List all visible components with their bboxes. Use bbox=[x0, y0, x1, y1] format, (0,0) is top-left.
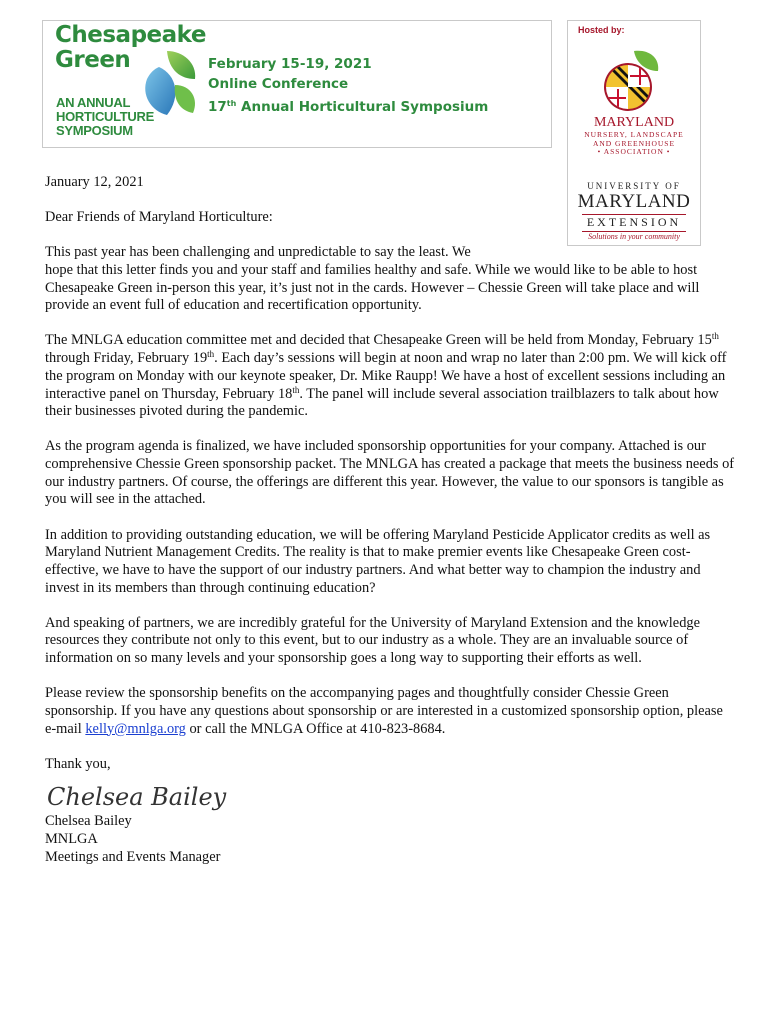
logo-sub-line: AN ANNUAL bbox=[56, 95, 131, 110]
letter-date: January 12, 2021 bbox=[45, 174, 144, 190]
event-ordinal-number: 17 bbox=[208, 99, 227, 115]
paragraph-2-text: . The panel will include several association trailblazers to talk about how their businesses pivoted during the pandemic. bbox=[45, 385, 719, 420]
paragraph-2-text: through Friday, February 19 bbox=[45, 350, 208, 367]
logo-line2: Green bbox=[55, 47, 131, 73]
paragraph-1 bbox=[45, 244, 735, 315]
umd-university-of: UNIVERSITY OF bbox=[587, 181, 681, 191]
logo-sub-line: HORTICULTURE bbox=[56, 109, 154, 124]
event-name: Annual Horticultural Symposium bbox=[241, 99, 489, 115]
conference-header bbox=[42, 20, 552, 148]
paragraph-6-text: Please review the sponsorship benefits on the accompanying pages and thoughtfully consider Chessie Green sponsorship. If you have any questions about sponsorship or are interested in a customized sponsorship option, please e-mail bbox=[45, 685, 723, 737]
handwritten-signature bbox=[45, 773, 227, 817]
signer-organization: MNLGA bbox=[45, 831, 98, 848]
event-format: Online Conference bbox=[208, 76, 349, 92]
ordinal-suffix: th bbox=[207, 349, 215, 360]
event-dates: February 15-19, 2021 bbox=[208, 56, 372, 72]
mnlga-line: AND GREENHOUSE bbox=[592, 138, 676, 148]
maryland-flag-leaf-emblem-icon bbox=[600, 49, 662, 115]
ordinal-suffix: th bbox=[711, 331, 719, 342]
mnlga-name: MARYLAND bbox=[593, 115, 675, 130]
mnlga-subtitle bbox=[572, 131, 696, 157]
ordinal-suffix: th bbox=[292, 384, 300, 395]
letter-body bbox=[45, 174, 735, 867]
letter-closing: Thank you, bbox=[45, 755, 111, 772]
mnlga-line: • ASSOCIATION • bbox=[597, 147, 671, 156]
hosted-by-label: Hosted by: bbox=[578, 25, 625, 35]
event-name-line bbox=[208, 94, 488, 117]
letter-salutation: Dear Friends of Maryland Horticulture: bbox=[45, 209, 273, 226]
logo-sub-line: SYMPOSIUM bbox=[56, 123, 133, 138]
paragraph-6-text: or call the MNLGA Office at 410-823-8684. bbox=[185, 720, 446, 737]
logo-subtitle bbox=[56, 96, 154, 138]
paragraph-3: As the program agenda is finalized, we have included sponsorship opportunities for your company. Attached is our comprehensive Chessie Green sponsorship packet. The MNLGA has created a package that meets the business needs of our industry partners. Of course, the offerings are different this year. However, the value to our sponsors is tangible as you will see in the attached. bbox=[45, 438, 735, 508]
paragraph-1-first-line: This past year has been challenging and unpredictable to say the least. We bbox=[45, 244, 471, 261]
paragraph-2-text: . Each day’s sessions will begin at noon and wrap no later than 2:00 pm. We will kick off the program on Monday with our keynote speaker, Dr. Mike Raupp! We have a host of excellent sessions including an interactive panel on Thursday, February 18 bbox=[45, 350, 727, 402]
signer-title: Meetings and Events Manager bbox=[45, 848, 221, 865]
umd-tagline: Solutions in your community bbox=[588, 232, 680, 241]
paragraph-6 bbox=[45, 685, 735, 738]
logo-line1: Chesapeake bbox=[55, 22, 206, 48]
paragraph-5: And speaking of partners, we are incredibly grateful for the University of Maryland Extension and the knowledge resources they contribute not only to this event, but to our industry as a whole. They are an invaluable source of information on so many levels and your sponsorship goes a long way to supporting their efforts as well. bbox=[45, 614, 700, 667]
event-details bbox=[208, 54, 488, 117]
signature-text: Chelsea Bailey bbox=[47, 783, 227, 812]
paragraph-4: In addition to providing outstanding education, we will be offering Maryland Pesticide Applicator credits as well as Maryland Nutrient Management Credits. The reality is that to make premier events like Chesapeake Green cost-effective, we have to have the support of our industry partners. And what better way to champion the industry and invest in its members than through continuing education? bbox=[45, 526, 711, 596]
email-link[interactable]: kelly@mnlga.org bbox=[85, 720, 186, 737]
umd-maryland: MARYLAND bbox=[577, 191, 691, 212]
event-ordinal-suffix: th bbox=[226, 99, 237, 108]
mnlga-line: NURSERY, LANDSCAPE bbox=[584, 130, 684, 139]
signer-name: Chelsea Bailey bbox=[45, 813, 132, 830]
paragraph-1-rest: hope that this letter finds you and your staff and families healthy and safe. While we would like to be able to host Chesapeake Green in-person this year, it’s just not in the cards. However – Chessie Green will take place and will provide an event full of education and recertification opportunity. bbox=[45, 261, 700, 314]
umd-extension: EXTENSION bbox=[586, 215, 682, 229]
paragraph-2-text: The MNLGA education committee met and decided that Chesapeake Green will be held from Monday, February 15 bbox=[45, 332, 712, 349]
paragraph-2 bbox=[45, 332, 735, 421]
